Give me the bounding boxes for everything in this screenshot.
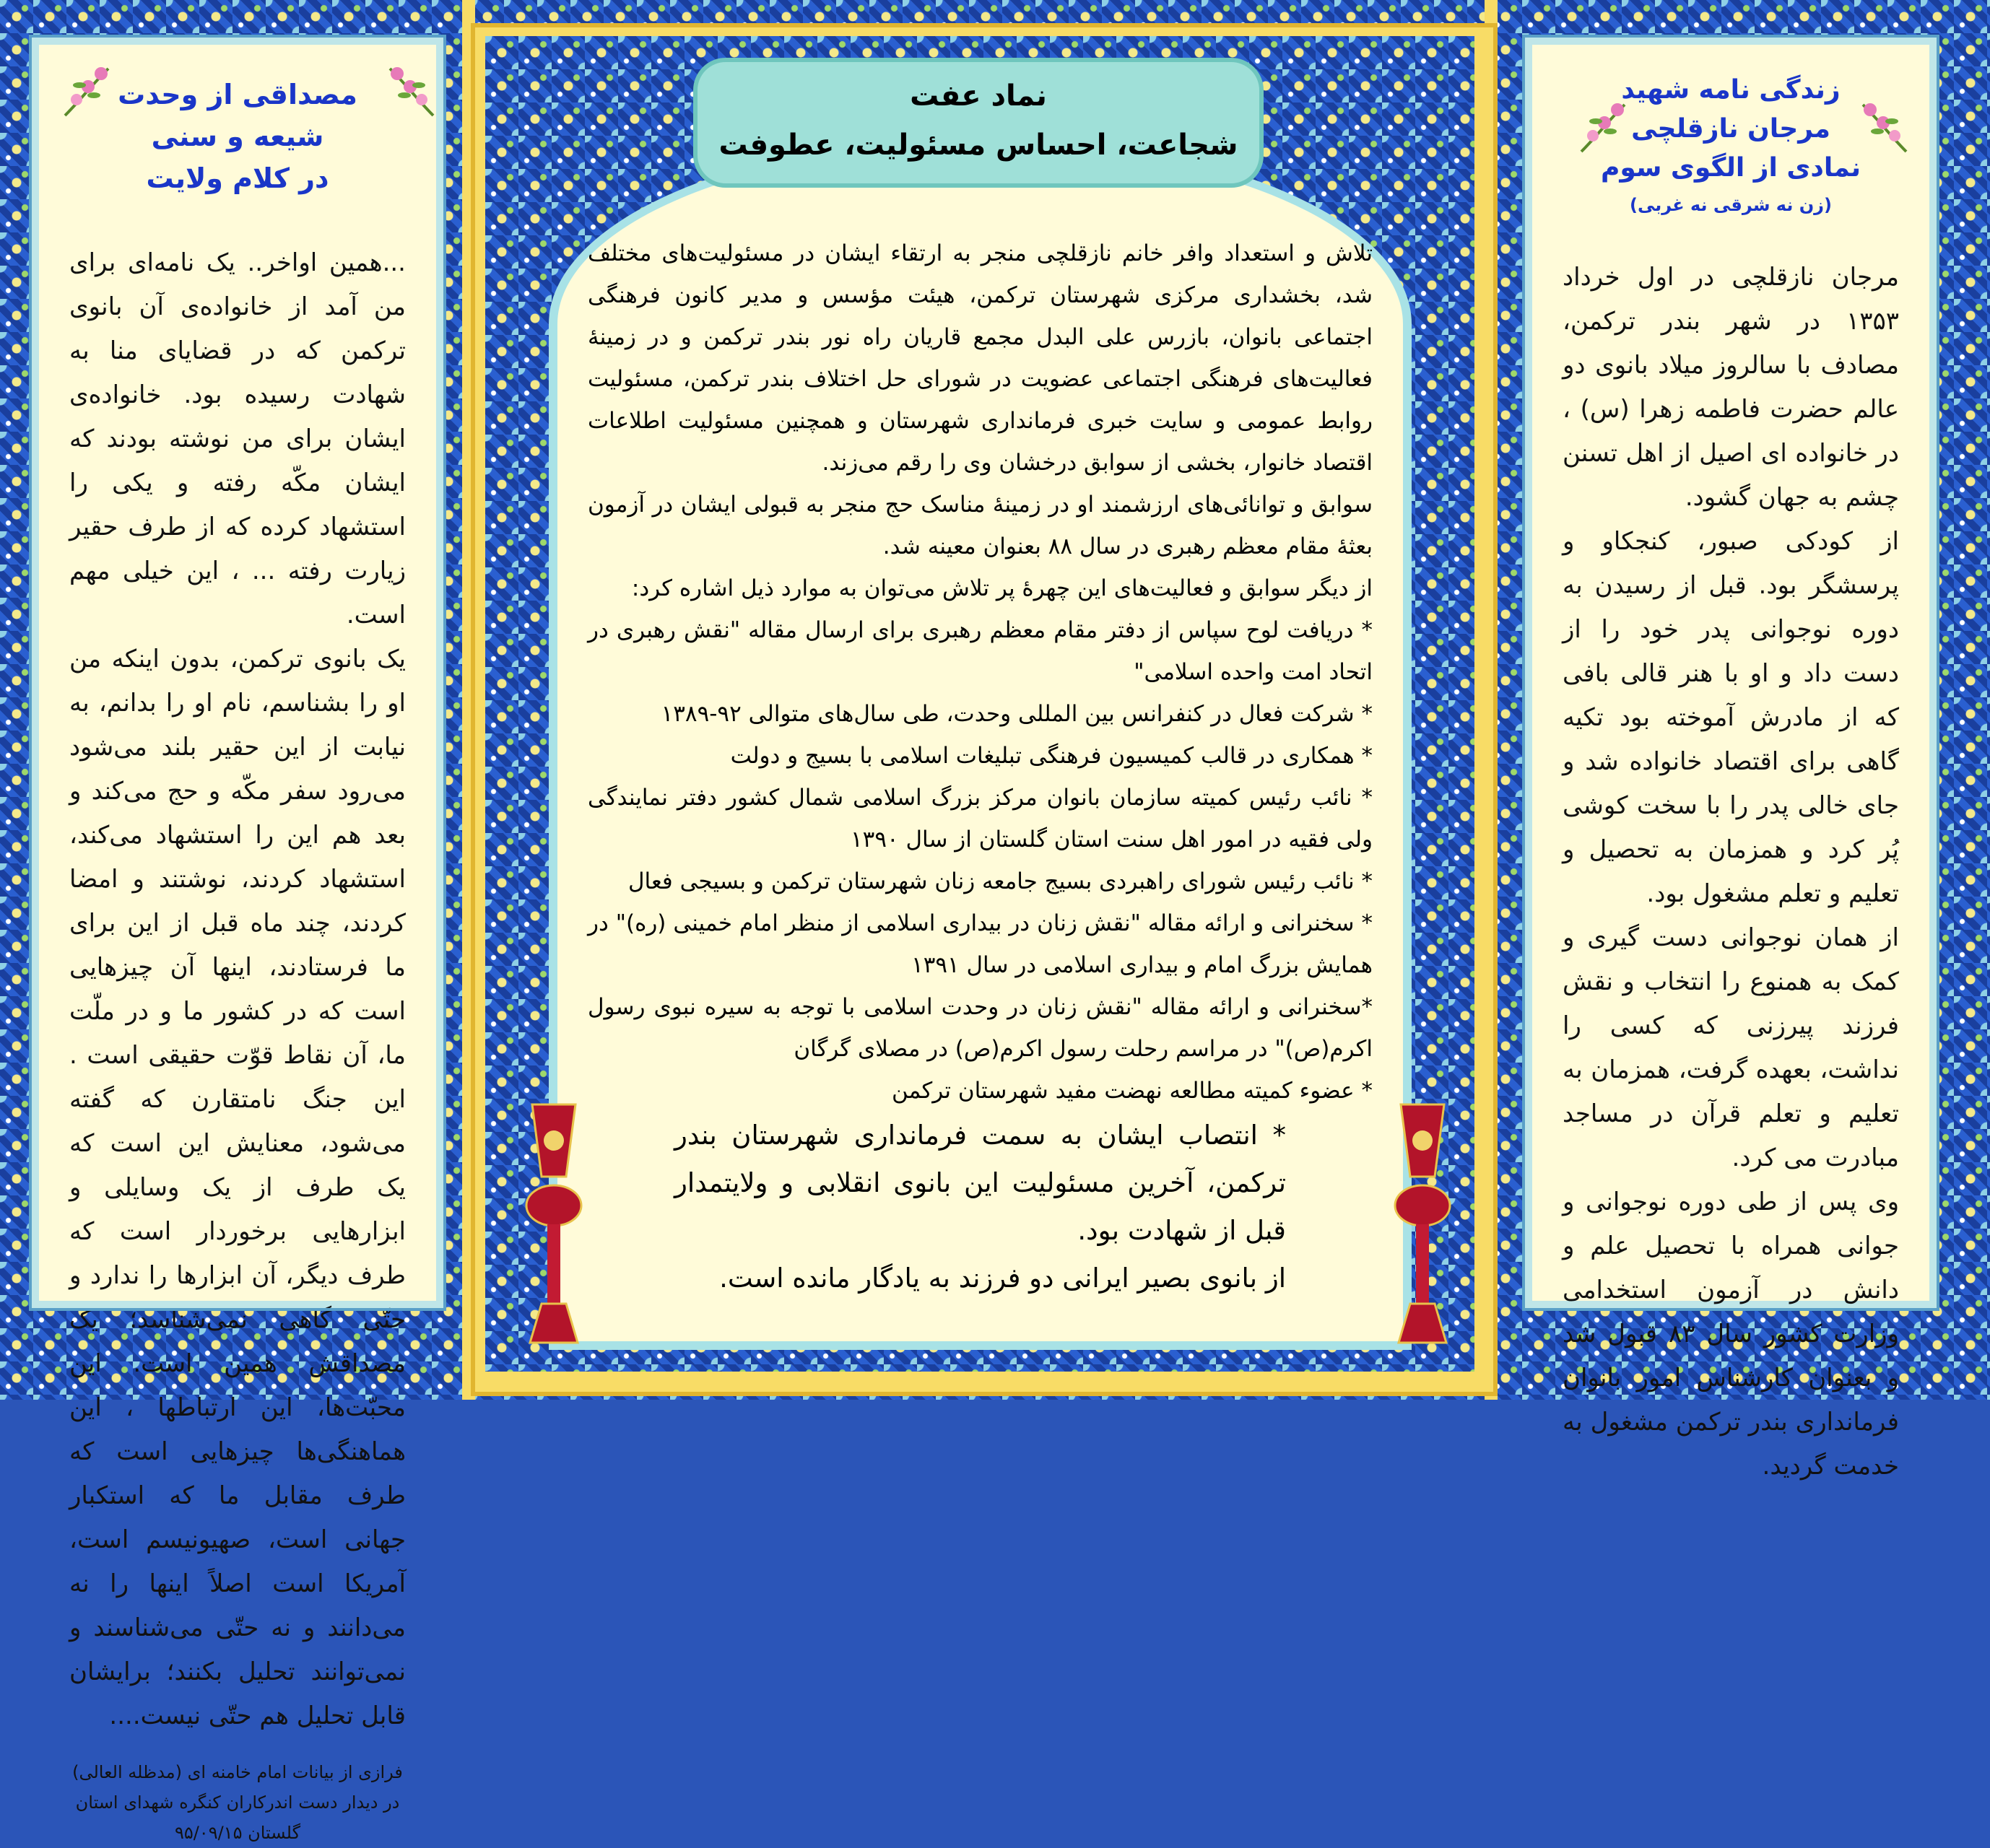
left-footnote-line1: فرازی از بیانات امام خامنه ای (مدظله العالی) bbox=[72, 1762, 403, 1782]
center-final-paragraph-2: از بانوی بصیر ایرانی دو فرزند به یادگار مانده است. bbox=[719, 1263, 1286, 1294]
center-item-1: * دریافت لوح سپاس از دفتر مقام معظم رهبری برای ارسال مقاله "نقش رهبری در اتحاد امت واحده اسلامی" bbox=[588, 617, 1373, 685]
left-paragraph-2: یک بانوی ترکمن، بدون اینکه من او را بشناسم، نام او را بدانم، به نیابت از این حقیر بلند می‌شود می‌رود سفر مکّه و حج می‌کند و بعد هم این را استشهاد می‌کند، استشهاد کردند، نوشتند و امضا کردند، چند ماه قبل از این برای ما فرستادند، اینها آن چیزهایی است که در کشور ما و در ملّت ما، آن نقاط قوّت حقیقی است . این جنگ نامتقارن که گفته می‌شود، معنایش این است که یک طرف از یک وسایلی و ابزارهایی برخوردار است که طرف دیگر، آن ابزارها را ندارد و حتّی گاهی نمی‌شناسد؛ یک مصداقش همین است. این محبّت‌ها، این ارتباطها ، این هماهنگی‌ها چیزهایی است که طرف مقابل ما که استکبار جهانی است، صهیونیسم است، آمریکا است اصلاً اینها را نه می‌دانند و نه حتّی می‌شناسند و نمی‌توانند تحلیل بکنند؛ برایشان قابل تحلیل هم حتّی نیست.... bbox=[69, 645, 406, 1730]
center-paragraph-1: تلاش و استعداد وافر خانم نازقلچی منجر به ارتقاء ایشان در مسئولیت‌های مختلف شد، بخشداری مرکزی شهرستان ترکمن، هیئت مؤسس و مدیر کانون فرهنگی اجتماعی بانوان، بازرس علی البدل مجمع قاریان راه نور بندر ترکمن و در زمینهٔ فعالیت‌های فرهنگی اجتماعی عضویت در شورای حل اختلاف بندر ترکمن، مسئولیت روابط عمومی و سایت خبری فرمانداری شهرستان و همچنین مسئولیت اطلاعات اقتصاد خانوار، بخشی از سوابق درخشان وی را رقم می‌زند. bbox=[588, 240, 1373, 476]
flower-branch-icon bbox=[58, 58, 123, 123]
right-title-line1: زندگی نامه شهید مرجان نازقلچی bbox=[1621, 75, 1841, 144]
vase-icon bbox=[1390, 1097, 1455, 1357]
center-item-3: * همکاری در قالب کمیسیون فرهنگی تبلیغات اسلامی با بسیج و دولت bbox=[730, 743, 1373, 769]
left-title-line2: در کلام ولایت bbox=[146, 162, 329, 194]
flower-branch-icon bbox=[375, 58, 440, 123]
center-title-line2: شجاعت، احساس مسئولیت، عطوفت bbox=[718, 128, 1238, 162]
left-footnote-line2: در دیدار دست اندرکاران کنگره شهدای استان گلستان ۹۵/۰۹/۱۵ bbox=[75, 1792, 400, 1843]
center-title-line1: نماد عفت bbox=[910, 79, 1047, 113]
flower-branch-icon bbox=[1848, 94, 1913, 159]
center-item-5: * نائب رئیس شورای راهبردی بسیج جامعه زنان شهرستان ترکمن و بسیجی فعال bbox=[627, 868, 1373, 894]
right-title-line3: (زن نه شرقی نه غربی) bbox=[1630, 195, 1832, 215]
center-final-paragraph-1: * انتصاب ایشان به سمت فرمانداری شهرستان بندر ترکمن، آخرین مسئولیت این بانوی انقلابی و ولایتمدار قبل از شهادت بود. bbox=[674, 1120, 1286, 1246]
left-panel bbox=[32, 38, 443, 1843]
left-paragraph-1: ...همین اواخر.. یک نامه‌ای برای من آمد از خانواده‌ی آن بانوی ترکمن که در قضایای منا به شهادت رسیده بود. خانواده‌ی ایشان برای من نوشته بودند که ایشان مکّه رفته و یکی را استشهاد کرده که از طرف حقیر زیارت رفته ... ، این خیلی مهم است. bbox=[69, 248, 406, 629]
right-paragraph-2: از کودکی صبور، کنجکاو و پرسشگر بود. قبل از رسیدن به دوره نوجوانی پدر خود را از دست داد و او با هنر قالی بافی که از مادرش آموخته بود تکیه گاهی برای اقتصاد خانواده شد و جای خالی پدر را با سخت کوشی پُر کرد و همزمان به تحصیل و تعلیم و تعلم مشغول بود. bbox=[1563, 527, 1899, 908]
right-paragraph-3: از همان نوجوانی دست گیری و کمک به همنوع را انتخاب و نقش فرزند پیرزنی که کسی را نداشت، بعهده گرفت، همزمان به تعلیم و تعلم قرآن در مساجد مبادرت می کرد. bbox=[1563, 923, 1899, 1172]
center-paragraph-2: سوابق و توانائی‌های ارزشمند او در زمینهٔ مناسک حج منجر به قبولی ایشان در آزمون بعثهٔ مقام معظم رهبری در سال ۸۸ بعنوان معینه شد. bbox=[588, 492, 1373, 559]
center-panel bbox=[549, 137, 1412, 1350]
vase-icon bbox=[521, 1097, 586, 1357]
center-item-6: * سخنرانی و ارائه مقاله "نقش زنان در بیداری اسلامی از منظر امام خمینی (ره)" در همایش بزرگ امام و بیداری اسلامی در سال ۱۳۹۱ bbox=[588, 910, 1373, 978]
left-title-line1: مصداقی از وحدت شیعه و سنی bbox=[118, 79, 357, 152]
right-paragraph-4: وی پس از طی دوره نوجوانی و جوانی همراه با تحصیل علم و دانش در آزمون استخدامی وزارت کشور سال ۸۳ قبول شد و بعنوان کارشناس امور بانوان فرمانداری بندر ترکمن مشغول به خدمت گردید. bbox=[1563, 1187, 1899, 1481]
center-item-8: * عضوء کمیته مطالعه نهضت مفید شهرستان ترکمن bbox=[891, 1078, 1373, 1104]
center-paragraph-3: از دیگر سوابق و فعالیت‌های این چهرهٔ پر تلاش می‌توان به موارد ذیل اشاره کرد: bbox=[631, 575, 1373, 601]
right-paragraph-1: مرجان نازقلچی در اول خرداد ۱۳۵۳ در شهر بندر ترکمن، مصادف با سالروز میلاد بانوی دو عالم حضرت فاطمه زهرا (س) ، در خانواده ای اصیل از اهل تسنن چشم به جهان گشود. bbox=[1563, 263, 1899, 512]
center-item-7: *سخنرانی و ارائه مقاله "نقش زنان در وحدت اسلامی با توجه به سیره نبوی رسول اکرم(ص)" در مراسم رحلت رسول اکرم(ص) در مصلای گرگان bbox=[588, 994, 1373, 1062]
center-item-4: * نائب رئیس کمیته سازمان بانوان مرکز بزرگ اسلامی شمال کشور دفتر نمایندگی ولی فقیه در امور اهل سنت استان گلستان از سال ۱۳۹۰ bbox=[588, 785, 1373, 853]
flower-branch-icon bbox=[1574, 94, 1639, 159]
center-title-box bbox=[693, 58, 1264, 188]
right-title-line2: نمادی از الگوی سوم bbox=[1600, 153, 1861, 183]
right-panel bbox=[1525, 38, 1937, 1481]
center-item-2: * شرکت فعال در کنفرانس بین المللی وحدت، طی سال‌های متوالی ۹۲-۱۳۸۹ bbox=[661, 701, 1373, 727]
